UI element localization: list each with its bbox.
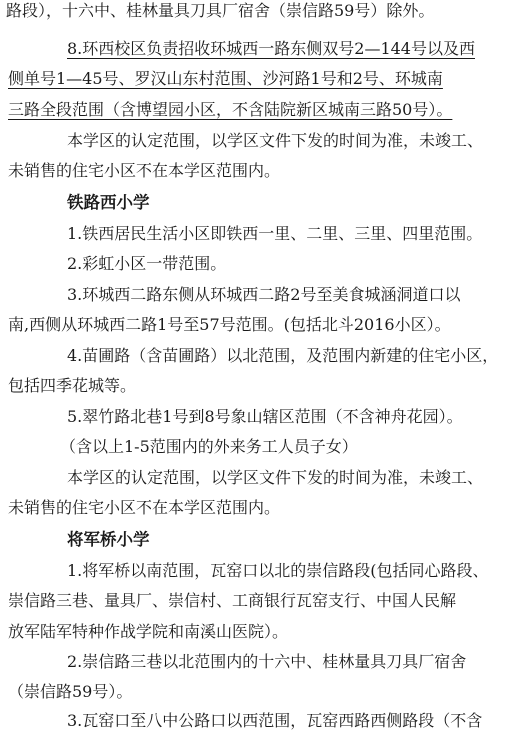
list-item: 5.翠竹路北巷1号到8号象山辖区范围（不含神舟花园）。 — [67, 407, 463, 426]
text-line: 放军陆军特种作战学院和南溪山医院）。 — [8, 622, 289, 641]
text-line: （崇信路59号）。 — [8, 682, 133, 701]
list-item: 1.将军桥以南范围，瓦窑口以北的崇信路段(包括同心路段、 — [67, 561, 489, 580]
text-line: 南,西侧从环城西二路1号至57号范围。(包括北斗2016小区）。 — [8, 315, 451, 334]
text-line-underlined: 三路全段范围（含博望园小区，不含陆院新区城南三路50号）。 — [8, 100, 453, 119]
text-line: 未销售的住宅小区不在本学区范围内。 — [8, 161, 281, 180]
list-item: 2.彩虹小区一带范围。 — [67, 254, 227, 273]
note-line: （含以上1-5范围内的外来务工人员子女） — [60, 437, 358, 456]
text-line: 包括四季花城等。 — [8, 376, 137, 395]
list-item: 4.苗圃路（含苗圃路）以北范围，及范围内新建的住宅小区， — [67, 346, 499, 365]
section-heading: 铁路西小学 — [67, 193, 150, 212]
list-item: 3.环城西二路东侧从环城西二路2号至美食城涵洞道口以 — [67, 285, 461, 304]
list-item: 2.崇信路三巷以北范围内的十六中、桂林量具刀具厂宿舍 — [67, 652, 467, 671]
text-line: 未销售的住宅小区不在本学区范围内。 — [8, 498, 281, 517]
text-line: 本学区的认定范围，以学区文件下发的时间为准，未竣工、 — [67, 468, 484, 487]
text-line-underlined: 侧单号1—45号、罗汉山东村范围、沙河路1号和2号、环城南 — [8, 69, 443, 88]
text-line: 路段），十六中、桂林量具刀具厂宿舍（崇信路59号）除外。 — [6, 1, 435, 20]
text-line-underlined: 8.环西校区负责招收环城西一路东侧双号2—144号以及西 — [67, 39, 475, 58]
text-line: 本学区的认定范围，以学区文件下发的时间为准，未竣工、 — [67, 131, 484, 150]
text-line: 崇信路三巷、量具厂、崇信村、工商银行瓦窑支行、中国人民解 — [8, 591, 457, 610]
list-item: 1.铁西居民生活小区即铁西一里、二里、三里、四里范围。 — [67, 224, 483, 243]
list-item: 3.瓦窑口至八中公路口以西范围，瓦窑西路西侧路段（不含 — [67, 711, 483, 730]
section-heading: 将军桥小学 — [67, 530, 150, 549]
